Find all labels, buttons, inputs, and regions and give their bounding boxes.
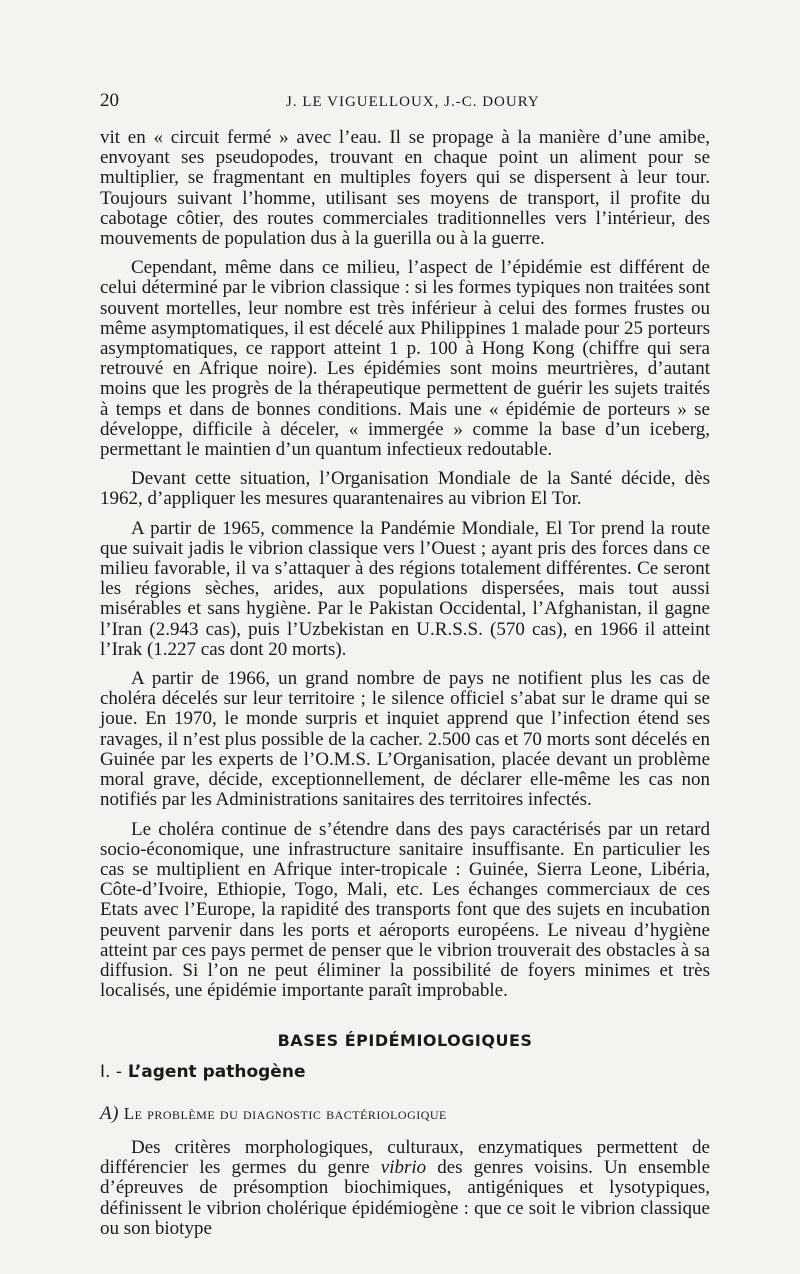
paragraph-4: A partir de 1965, commence la Pandémie Mondiale, El Tor prend la route que suivait jadis le vibrion classique vers l’Ouest ; ayant pris des forces dans ce milieu favorable, il va s’attaquer à des régions totalement différentes. Ce seront les régions sèches, arides, aux populations dispersées, mais tout aussi misérables et sans hygiène. Par le Pakistan Occidental, l’Afghanistan, il gagne l’Iran (2.943 cas), puis l’Uzbekistan en U.R.S.S. (570 cas), en 1966 il atteint l’Irak (1.227 cas dont 20 morts). bbox=[100, 517, 710, 660]
running-title: J. LE VIGUELLOUX, J.-C. DOURY bbox=[286, 94, 540, 110]
paragraph-3: Devant cette situation, l’Organisation Mondiale de la Santé décide, dès 1962, d’appliquer les mesures quarantenaires au vibrion El Tor. bbox=[100, 468, 710, 510]
paragraph-7-italic: vibrio bbox=[380, 1157, 427, 1179]
section-title: BASES ÉPIDÉMIOLOGIQUES bbox=[277, 1031, 533, 1051]
subsubsection-title: Le problème du diagnostic bactériologique bbox=[123, 1103, 447, 1123]
subsection-heading bbox=[100, 1062, 710, 1082]
paragraph-1: vit en « circuit fermé » avec l’eau. Il se propage à la manière d’une amibe, envoyant ses pseudopodes, trouvant en chaque point un aliment pour se multiplier, se fragmentant en multiples foyers qui se dispersent à leur tour. Toujours suivant l’homme, utilisant ses moyens de transport, il profite du cabotage côtier, des routes commerciales traditionnelles vers l’intérieur, des mouvements de population dus à la guerilla ou à la guerre. bbox=[100, 127, 710, 250]
page-number: 20 bbox=[100, 90, 119, 111]
paragraph-6: Le choléra continue de s’étendre dans des pays caractérisés par un retard socio-économique, une infrastructure sanitaire insuffisante. En particulier les cas se multiplient en Afrique inter-tropicale : Guinée, Sierra Leone, Libéria, Côte-d’Ivoire, Ethiopie, Togo, Mali, etc. Les échanges commerciaux de ces Etats avec l’Europe, la rapidité des transports font que des sujets en incubation peuvent parvenir dans les ports et aéroports européens. Le niveau d’hygiène atteint par ces pays permet de penser que le vibrion trouverait des obstacles à sa diffusion. Si l’on ne peut éliminer la possibilité de foyers minimes et très localisés, une épidémie importante paraît improbable. bbox=[100, 818, 710, 1002]
paragraph-2: Cependant, même dans ce milieu, l’aspect de l’épidémie est différent de celui déterminé par le vibrion classique : si les formes typiques non traitées sont souvent mortelles, leur nombre est très inférieur à celui des formes frustes ou même asymptomatiques, il est décelé aux Philippines 1 malade pour 25 porteurs asymptomatiques, ce rapport atteint 1 p. 100 à Hong Kong (chiffre qui sera retrouvé en Afrique noire). Les épidémies sont moins meurtrières, d’autant moins que les progrès de la thérapeutique permettent de guérir les sujets traités à temps et dans de bonnes conditions. Mais une « épidémie de porteurs » se développe, difficile à déceler, « immergée » comme la base d’un iceberg, permettant le maintien d’un quantum infectieux redoutable. bbox=[100, 257, 710, 461]
subsubsection-letter: A) bbox=[100, 1102, 119, 1124]
paragraph-7-part-1: Des critères morphologiques, culturaux, enzymatiques permettent de différencier les germes du genre bbox=[100, 1136, 710, 1179]
paragraph-7 bbox=[100, 1138, 710, 1239]
subsubsection-heading bbox=[100, 1104, 710, 1124]
body-text bbox=[100, 128, 710, 1248]
subsection-number: I. - bbox=[100, 1061, 122, 1082]
subsection-title: L’agent pathogène bbox=[127, 1061, 306, 1082]
paragraph-7-part-2: des genres voisins. Un ensemble d’épreuves de présomption biochimiques, antigéniques et lysotypiques, définissent le vibrion cholérique épidémiogène : que ce soit le vibrion classique ou son biotype bbox=[100, 1157, 711, 1239]
paragraph-5: A partir de 1966, un grand nombre de pays ne notifient plus les cas de choléra décelés sur leur territoire ; le silence officiel s’abat sur le drame qui se joue. En 1970, le monde surpris et inquiet apprend que l’infection étend ses ravages, il n’est plus possible de la cacher. 2.500 cas et 70 morts sont décelés en Guinée par les experts de l’O.M.S. L’Organisation, placée devant un problème moral grave, décide, exceptionnellement, de déclarer elle-même les cas non notifiés par les Administrations sanitaires des territoires infectés. bbox=[100, 668, 710, 811]
